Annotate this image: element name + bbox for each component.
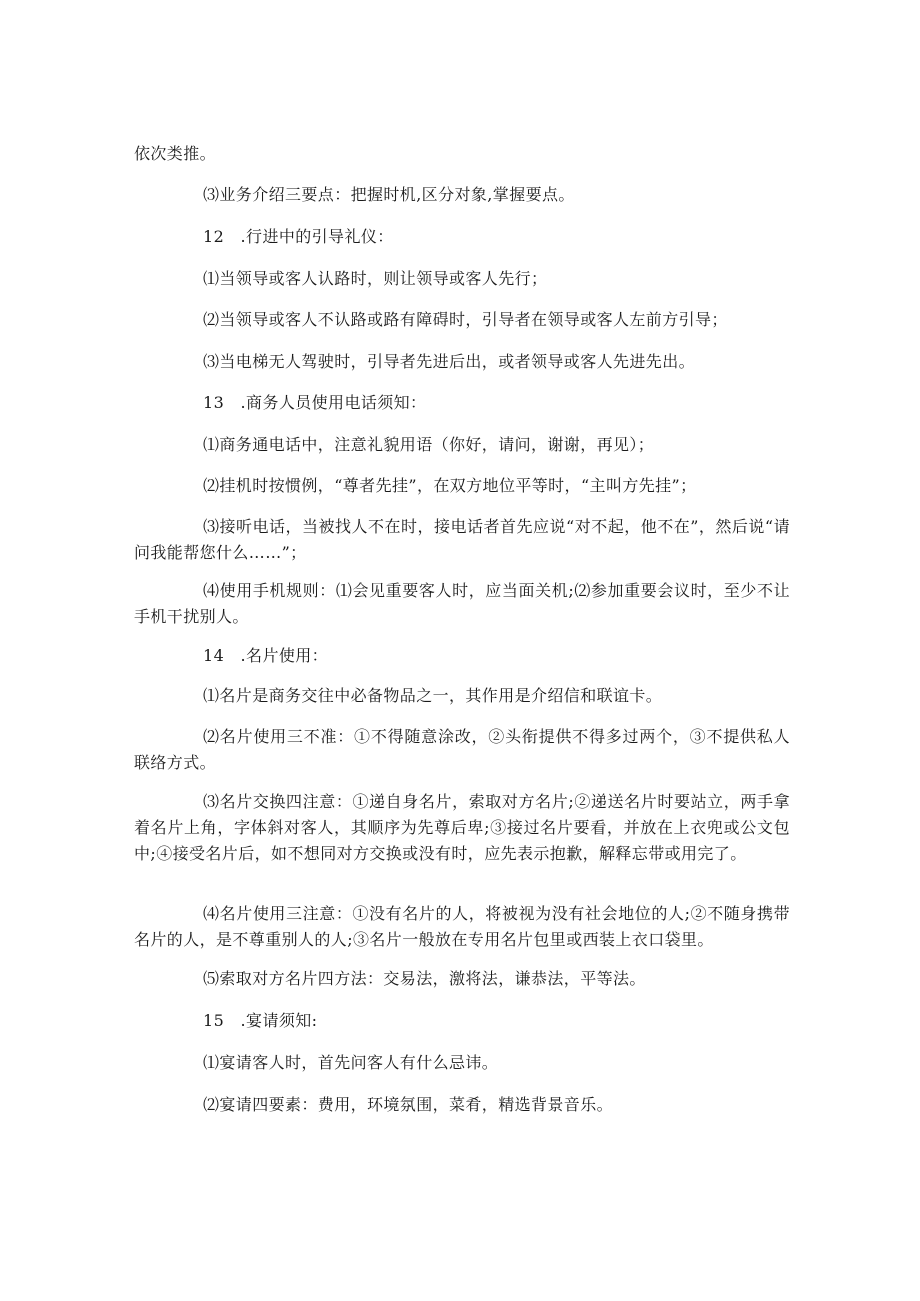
paragraph-item-2-banquet: ⑵宴请四要素：费用，环境氛围，菜肴，精选背景音乐。 — [203, 1095, 614, 1114]
paragraph-item-4-card: ⑷名片使用三注意：①没有名片的人，将被视为没有社会地位的人;②不随身携带名片的人，是不尊重别人的人;③名片一般放在专用名片包里或西装上衣口袋里。 — [134, 904, 790, 949]
section-heading-12: 12 .行进中的引导礼仪： — [203, 227, 394, 246]
paragraph-item-1-phone: ⑴商务通电话中，注意礼貌用语（你好，请问，谢谢，再见）； — [203, 435, 655, 454]
paragraph-item-1-guide: ⑴当领导或客人认路时，则让领导或客人先行； — [203, 269, 548, 288]
paragraph-item-3-phone: ⑶接听电话，当被找人不在时，接电话者首先应说“对不起，他不在”，然后说“请问我能帮您什么……”； — [134, 517, 790, 562]
paragraph-item-3-guide: ⑶当电梯无人驾驶时，引导者先进后出，或者领导或客人先进先出。 — [203, 352, 696, 371]
paragraph-item-1-card: ⑴名片是商务交往中必备物品之一，其作用是介绍信和联谊卡。 — [203, 686, 663, 705]
section-heading-14: 14 .名片使用： — [203, 646, 329, 665]
paragraph-item-2-phone: ⑵挂机时按惯例，“尊者先挂”，在双方地位平等时，“主叫方先挂”； — [203, 476, 697, 495]
paragraph-item-1-banquet: ⑴宴请客人时，首先问客人有什么忌讳。 — [203, 1053, 499, 1072]
paragraph-item-3-business-intro: ⑶业务介绍三要点：把握时机,区分对象,掌握要点。 — [203, 185, 575, 204]
section-heading-15: 15 .宴请须知: — [203, 1011, 318, 1030]
paragraph-item-5-card: ⑸索取对方名片四方法：交易法，激将法，谦恭法，平等法。 — [203, 969, 646, 988]
paragraph-item-3-card: ⑶名片交换四注意：①递自身名片，索取对方名片;②递送名片时要站立，两手拿着名片上角，字体斜对客人，其顺序为先尊后卑;③接过名片要看，并放在上衣兜或公文包中;④接受名片后，如不想同对方交换或没有时，应先表示抱歉，解释忘带或用完了。 — [134, 792, 790, 863]
paragraph-item-2-card: ⑵名片使用三不准：①不得随意涂改，②头衔提供不得多过两个，③不提供私人联络方式。 — [134, 727, 790, 772]
paragraph-item-2-guide: ⑵当领导或客人不认路或路有障碍时，引导者在领导或客人左前方引导； — [203, 310, 728, 329]
paragraph-continuation: 依次类推。 — [134, 144, 217, 163]
paragraph-item-4-phone: ⑷使用手机规则：⑴会见重要客人时，应当面关机;⑵参加重要会议时，至少不让手机干扰别人。 — [134, 581, 790, 626]
section-heading-13: 13 .商务人员使用电话须知： — [203, 393, 427, 412]
